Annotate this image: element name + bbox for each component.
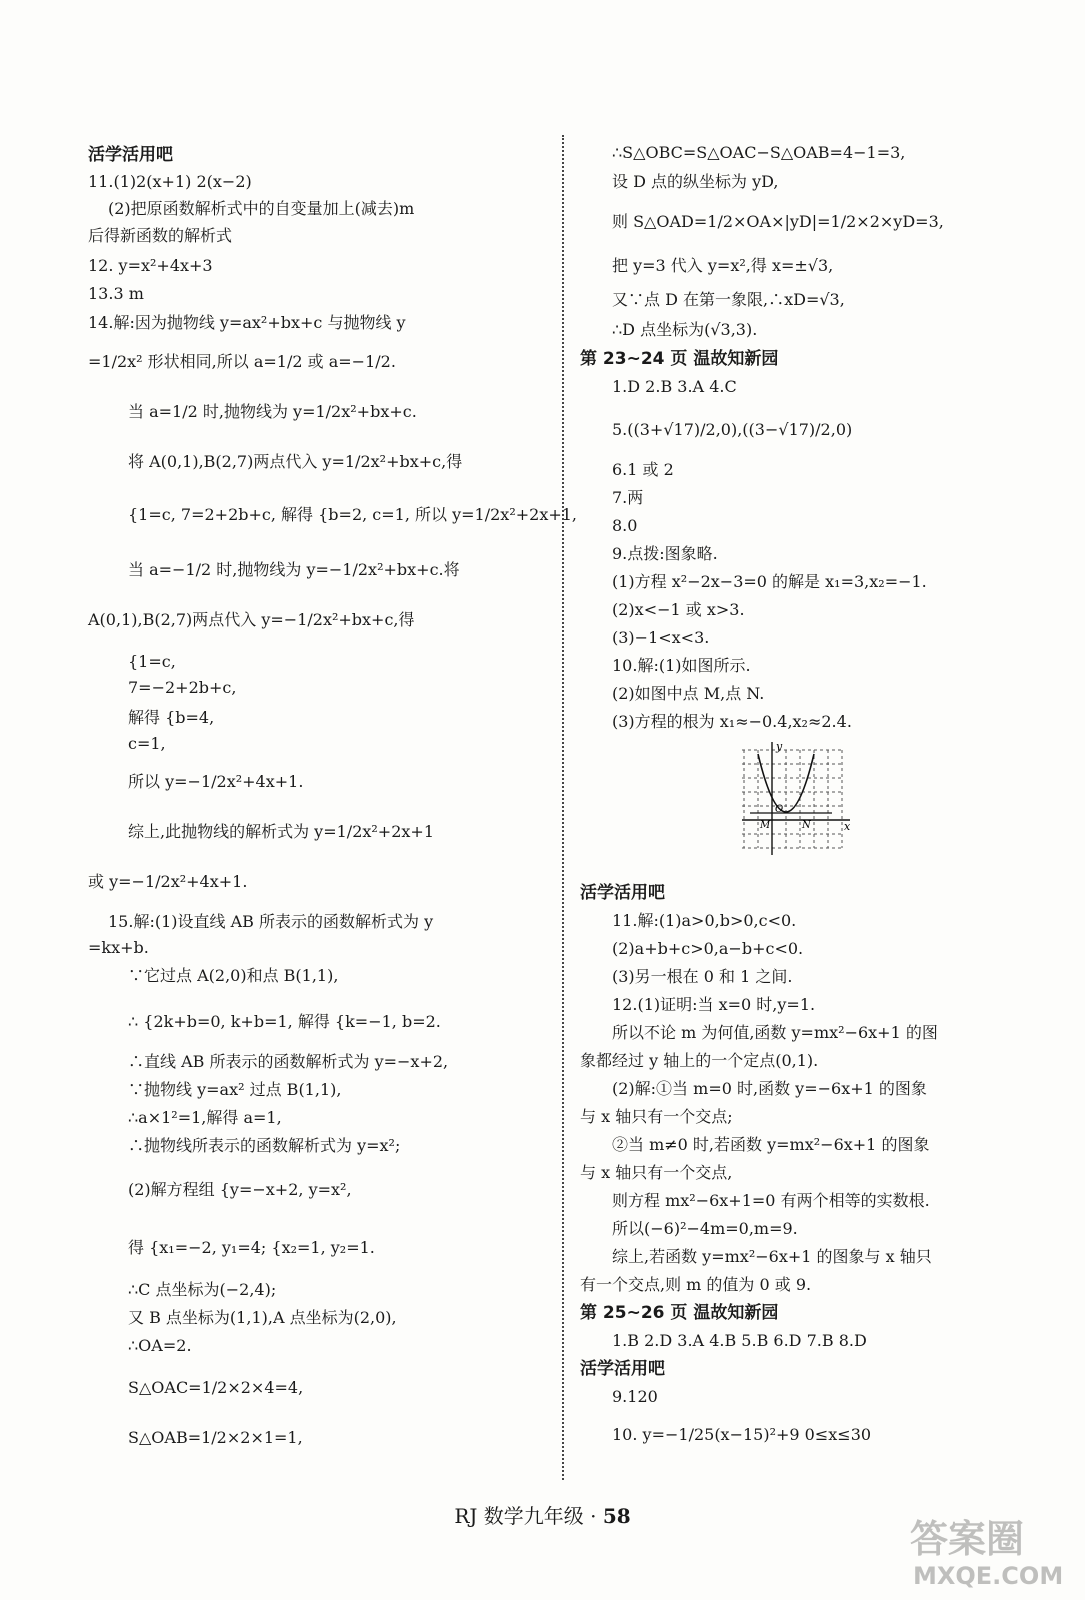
answer-line: =kx+b. [88, 938, 149, 957]
parabola-graph [742, 740, 857, 855]
answer-line: ∴S△OBC=S△OAC−S△OAB=4−1=3, [612, 143, 906, 162]
answer-line: 10.解:(1)如图所示. [612, 656, 751, 675]
answer-line: ∴a×1²=1,解得 a=1, [128, 1108, 282, 1127]
answer-line: c=1, [128, 734, 166, 753]
answer-line: ∵它过点 A(2,0)和点 B(1,1), [128, 966, 339, 985]
origin-label: O [775, 804, 784, 815]
answer-line: 解得 {b=4, [128, 708, 215, 727]
answer-line: 又 B 点坐标为(1,1),A 点坐标为(2,0), [128, 1308, 397, 1327]
answer-line: ②当 m≠0 时,若函数 y=mx²−6x+1 的图象 [612, 1135, 930, 1154]
answer-line: 当 a=1/2 时,抛物线为 y=1/2x²+bx+c. [128, 402, 417, 421]
answer-line: 把 y=3 代入 y=x²,得 x=±√3, [612, 256, 834, 275]
answer-line: 设 D 点的纵坐标为 yD, [612, 172, 779, 191]
answer-line: (2)解方程组 {y=−x+2, y=x², [128, 1180, 352, 1199]
answer-line: 综上,若函数 y=mx²−6x+1 的图象与 x 轴只 [612, 1247, 932, 1266]
answer-line: (3)另一根在 0 和 1 之间. [612, 967, 793, 986]
answer-line: (3)−1<x<3. [612, 628, 710, 647]
answer-line: ∴C 点坐标为(−2,4); [128, 1280, 277, 1299]
answer-line: (2)把原函数解析式中的自变量加上(减去)m [108, 199, 415, 218]
answer-line: 1.D 2.B 3.A 4.C [612, 377, 737, 396]
answer-line: 与 x 轴只有一个交点; [580, 1107, 733, 1126]
answer-line: ∵抛物线 y=ax² 过点 B(1,1), [128, 1080, 342, 1099]
answer-line: (2)解:①当 m=0 时,函数 y=−6x+1 的图象 [612, 1079, 927, 1098]
answer-line: 又∵点 D 在第一象限,∴xD=√3, [612, 290, 845, 309]
answer-line: A(0,1),B(2,7)两点代入 y=−1/2x²+bx+c,得 [88, 610, 415, 629]
answer-line: 10. y=−1/25(x−15)²+9 0≤x≤30 [612, 1425, 872, 1444]
page-number: 58 [602, 1504, 631, 1528]
answer-line: 或 y=−1/2x²+4x+1. [88, 872, 248, 891]
answer-line: (2)如图中点 M,点 N. [612, 684, 765, 703]
answer-line: ∴抛物线所表示的函数解析式为 y=x²; [128, 1136, 401, 1155]
answer-line: 7=−2+2b+c, [128, 678, 237, 697]
point-m-label: M [760, 820, 771, 831]
answer-line: 后得新函数的解析式 [88, 226, 233, 245]
answer-line: =1/2x² 形状相同,所以 a=1/2 或 a=−1/2. [88, 352, 396, 371]
footer-text: RJ 数学九年级 · [454, 1504, 603, 1528]
answer-line: ∴D 点坐标为(√3,3). [612, 320, 758, 339]
answer-line: 11.(1)2(x+1) 2(x−2) [88, 172, 252, 191]
answer-line: {1=c, 7=2+2b+c, 解得 {b=2, c=1, 所以 y=1/2x²+2x+1, [128, 505, 578, 524]
point-n-label: N [802, 820, 811, 831]
answer-line: (2)x<−1 或 x>3. [612, 600, 745, 619]
answer-line: 象都经过 y 轴上的一个定点(0,1). [580, 1051, 819, 1070]
answer-line: 当 a=−1/2 时,抛物线为 y=−1/2x²+bx+c.将 [128, 560, 460, 579]
answer-line: 12. y=x²+4x+3 [88, 256, 213, 275]
watermark-logo [905, 1510, 1075, 1590]
answer-line: 6.1 或 2 [612, 460, 674, 479]
answer-line: 得 {x₁=−2, y₁=4; {x₂=1, y₂=1. [128, 1238, 375, 1257]
answer-line: 所以不论 m 为何值,函数 y=mx²−6x+1 的图 [612, 1023, 938, 1042]
watermark-line1: 答案圈 [910, 1517, 1025, 1561]
answer-line: 综上,此抛物线的解析式为 y=1/2x²+2x+1 [128, 822, 435, 841]
section-heading: 活学活用吧 [580, 883, 665, 903]
answer-line: 则方程 mx²−6x+1=0 有两个相等的实数根. [612, 1191, 930, 1210]
answer-line: 9.120 [612, 1387, 658, 1406]
answer-line: ∴直线 AB 所表示的函数解析式为 y=−x+2, [128, 1052, 449, 1071]
answer-line: 11.解:(1)a>0,b>0,c<0. [612, 911, 797, 930]
answer-line: 所以 y=−1/2x²+4x+1. [128, 772, 304, 791]
answer-line: ∴ {2k+b=0, k+b=1, 解得 {k=−1, b=2. [128, 1012, 441, 1031]
y-axis-label: y [776, 740, 783, 753]
answer-line: 7.两 [612, 488, 644, 507]
section-heading: 第 25~26 页 温故知新园 [580, 1303, 779, 1323]
section-heading: 活学活用吧 [88, 145, 173, 165]
watermark-line2: MXQE.COM [913, 1562, 1064, 1590]
answer-line: (3)方程的根为 x₁≈−0.4,x₂≈2.4. [612, 712, 852, 731]
answer-line: 12.(1)证明:当 x=0 时,y=1. [612, 995, 816, 1014]
answer-line: (2)a+b+c>0,a−b+c<0. [612, 939, 804, 958]
section-heading: 第 23~24 页 温故知新园 [580, 349, 779, 369]
answer-line: ∴OA=2. [128, 1336, 192, 1355]
section-heading: 活学活用吧 [580, 1359, 665, 1379]
answer-line: 5.((3+√17)/2,0),((3−√17)/2,0) [612, 420, 853, 439]
answer-line: 与 x 轴只有一个交点, [580, 1163, 733, 1182]
x-axis-label: x [844, 820, 851, 833]
answer-line: {1=c, [128, 652, 176, 671]
answer-line: 1.B 2.D 3.A 4.B 5.B 6.D 7.B 8.D [612, 1331, 867, 1350]
answer-line: 有一个交点,则 m 的值为 0 或 9. [580, 1275, 812, 1294]
answer-line: (1)方程 x²−2x−3=0 的解是 x₁=3,x₂=−1. [612, 572, 927, 591]
answer-line: 所以(−6)²−4m=0,m=9. [612, 1219, 798, 1238]
answer-line: 将 A(0,1),B(2,7)两点代入 y=1/2x²+bx+c,得 [128, 452, 463, 471]
answer-line: 9.点拨:图象略. [612, 544, 718, 563]
answer-line: 则 S△OAD=1/2×OA×|yD|=1/2×2×yD=3, [612, 212, 944, 231]
answer-line: 8.0 [612, 516, 638, 535]
answer-line: S△OAC=1/2×2×4=4, [128, 1378, 304, 1397]
column-divider [562, 135, 564, 1480]
answer-line: 15.解:(1)设直线 AB 所表示的函数解析式为 y [108, 912, 434, 931]
answer-line: 14.解:因为抛物线 y=ax²+bx+c 与抛物线 y [88, 313, 406, 332]
answer-line: 13.3 m [88, 284, 144, 303]
answer-line: S△OAB=1/2×2×1=1, [128, 1428, 303, 1447]
